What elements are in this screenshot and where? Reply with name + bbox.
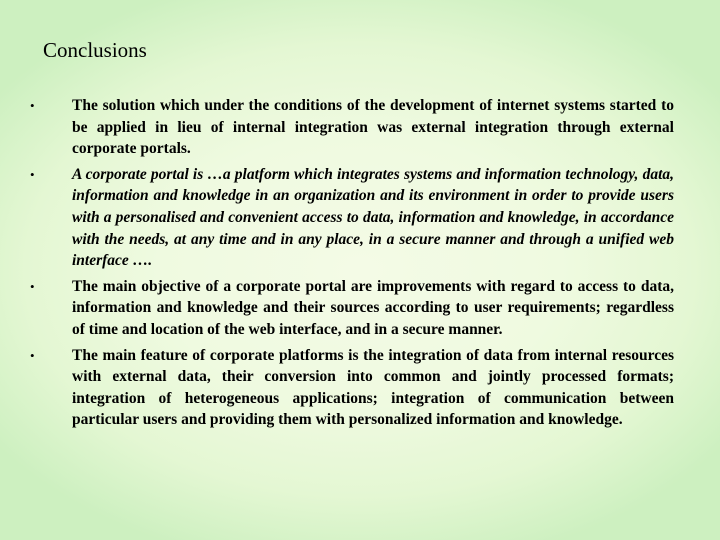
bullet-text-2: A corporate portal is …a platform which integrates systems and information technology, data, information and knowledge in an organization and its environment in order to provide users with a personalised and convenient access to data, information and knowledge, in accordance with the needs, at any time and in any place, in a secure manner and through a unified web interface ….	[72, 165, 674, 270]
bullet-text-1: The solution which under the conditions of the development of internet systems started to be applied in lieu of internal integration was external integration through external corporate portals.	[72, 97, 674, 158]
bullet-item-3	[30, 276, 674, 341]
slide-title: Conclusions	[43, 38, 147, 62]
bullet-icon: •	[30, 166, 35, 182]
bullet-item-1	[30, 95, 674, 160]
bullet-item-2	[30, 164, 674, 272]
bullet-text-3: The main objective of a corporate portal are improvements with regard to access to data, information and knowledge and their sources according to user requirements; regardless of time and location of the web interface, and in a secure manner.	[72, 277, 674, 338]
bullet-icon: •	[30, 347, 35, 363]
bullet-text-4: The main feature of corporate platforms is the integration of data from internal resources with external data, their conversion into common and jointly processed formats; integration of heterogeneous applications; integration of communication between particular users and providing them with personalized information and knowledge.	[72, 346, 674, 429]
bullet-icon: •	[30, 278, 35, 294]
bullet-item-4	[30, 345, 674, 431]
bullet-list	[30, 95, 674, 431]
bullet-icon: •	[30, 98, 35, 113]
